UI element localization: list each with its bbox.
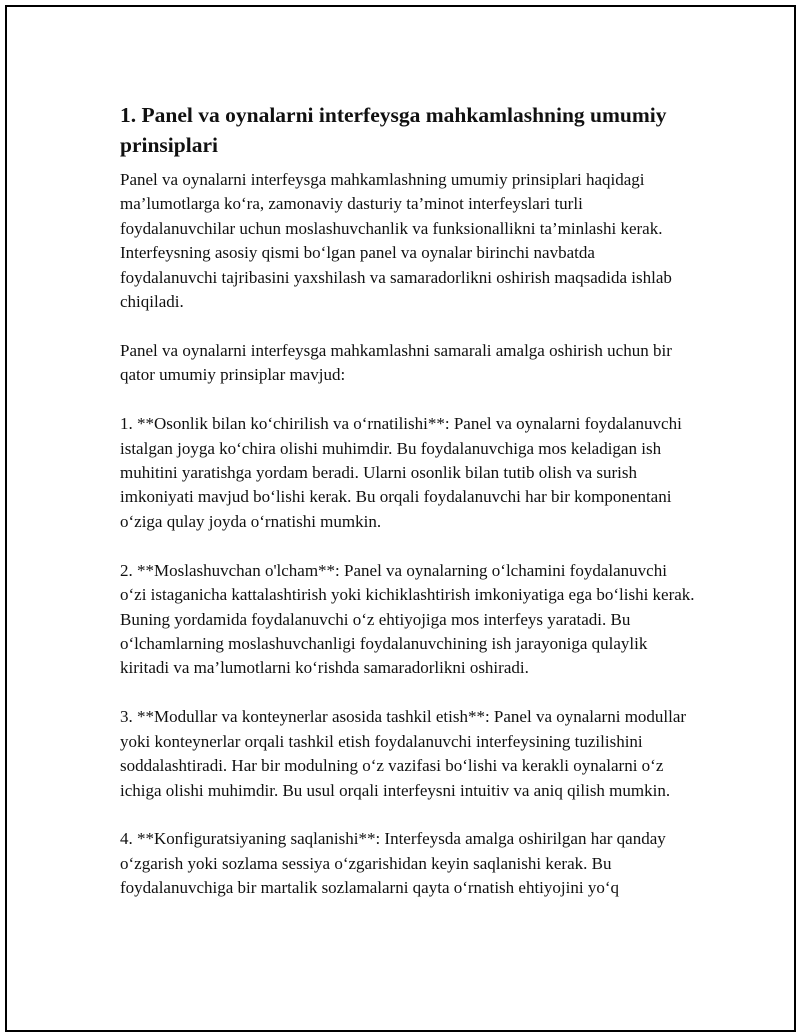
document-body [120, 100, 695, 925]
paragraph-principle-4: 4. **Konfiguratsiyaning saqlanishi**: Interfeysda amalga oshirilgan har qanday o‘zgarish yoki sozlama sessiya o‘zgarishidan keyin saqlanishi kerak. Bu foydalanuvchiga bir martalik sozlamalarni qayta o‘rnatish ehtiyojini yo‘q [120, 829, 666, 898]
page-frame [5, 5, 796, 1032]
paragraph-principle-3: 3. **Modullar va konteynerlar asosida tashkil etish**: Panel va oynalarni modullar yoki konteynerlar orqali tashkil etish foydalanuvchi interfeysining tuzilishini soddalashtiradi. Har bir modulning o‘z vazifasi bo‘lishi va kerakli oynalarni o‘z ichiga olishi muhimdir. Bu usul orqali interfeysni intuitiv va aniq qilish mumkin. [120, 707, 687, 800]
paragraph-principle-2: 2. **Moslashuvchan o'lcham**: Panel va oynalarning o‘lchamini foydalanuvchi o‘zi istaganicha kattalashtirish yoki kichiklashtirish imkoniyatiga ega bo‘lishi kerak. Buning yordamida foydalanuvchi o‘z ehtiyojiga mos interfeys yaratadi. Bu o‘lchamlarning moslashuvchanligi foydalanuvchining ish jarayoniga qulaylik kiritadi va ma’lumotlarni ko‘rishda samaradorlikni oshiradi. [120, 560, 695, 678]
section-heading: 1. Panel va oynalarni interfeysga mahkamlashning umumiy prinsiplari [120, 103, 667, 157]
paragraph-intro: Panel va oynalarni interfeysga mahkamlashning umumiy prinsiplari haqidagi ma’lumotlarga ko‘ra, zamonaviy dasturiy ta’minot interfeyslari turli foydalanuvchilar uchun moslashuvchanlik va funksionallikni ta’minlashi kerak. Interfeysning asosiy qismi bo‘lgan panel va oynalar birinchi navbatda foydalanuvchi tajribasini yaxshilash va samaradorlikni oshirish maqsadida ishlab chiqiladi. [120, 170, 672, 312]
paragraph-principle-1: 1. **Osonlik bilan ko‘chirilish va o‘rnatilishi**: Panel va oynalarni foydalanuvchi istalgan joyga ko‘chira olishi muhimdir. Bu foydalanuvchiga mos keladigan ish muhitini yaratishga yordam beradi. Ularni osonlik bilan tutib olish va surish imkoniyati mavjud bo‘lishi kerak. Bu orqali foydalanuvchi har bir komponentani o‘ziga qulay joyda o‘rnatishi mumkin. [120, 414, 682, 531]
paragraph-principles-lead: Panel va oynalarni interfeysga mahkamlashni samarali amalga oshirish uchun bir qator umumiy prinsiplar mavjud: [120, 340, 672, 385]
